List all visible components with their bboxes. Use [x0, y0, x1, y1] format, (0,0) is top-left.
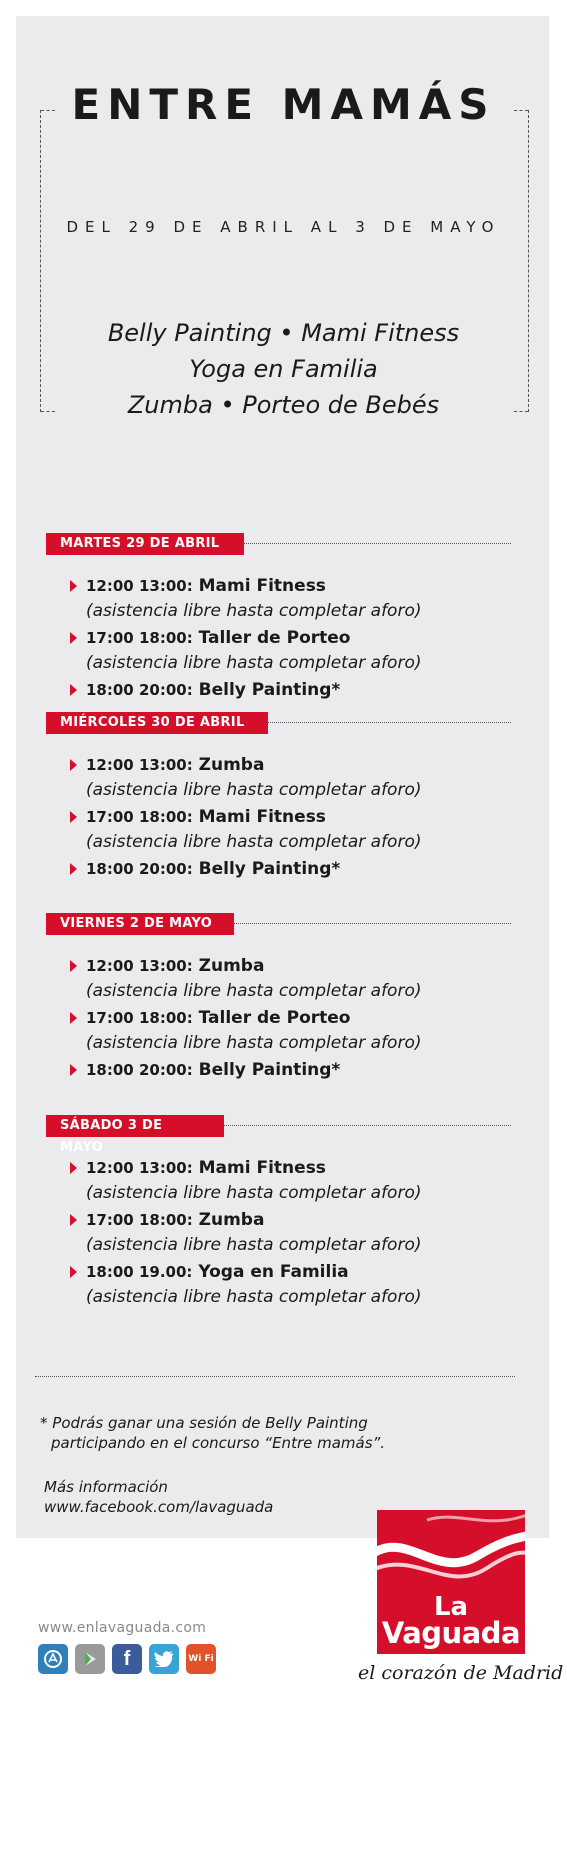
- item-name: Belly Painting*: [198, 680, 341, 700]
- item-name: Belly Painting*: [198, 1060, 341, 1080]
- schedule-item: [46, 1207, 511, 1258]
- schedule-item: [46, 625, 511, 676]
- day-section-viernes: [46, 913, 511, 1083]
- item-note: (asistencia libre hasta completar aforo): [86, 1235, 422, 1255]
- item-time: 18:00 20:00:: [86, 860, 193, 878]
- item-time: 12:00 13:00:: [86, 577, 193, 595]
- bullet-arrow-icon: [70, 1214, 77, 1226]
- day-badge: MARTES 29 DE ABRIL: [46, 533, 244, 555]
- day-section-sabado: [46, 1115, 511, 1311]
- google-play-icon[interactable]: [75, 1644, 105, 1674]
- bullet-arrow-icon: [70, 1064, 77, 1076]
- footnote-line: * Podrás ganar una sesión de Belly Painting: [40, 1414, 368, 1432]
- website-link[interactable]: www.enlavaguada.com: [38, 1620, 207, 1636]
- bullet-arrow-icon: [70, 960, 77, 972]
- schedule-list: [46, 573, 511, 703]
- more-info-label: Más información: [44, 1478, 168, 1496]
- bullet-arrow-icon: [70, 684, 77, 696]
- bullet-arrow-icon: [70, 863, 77, 875]
- day-section-martes: [46, 533, 511, 703]
- bullet-arrow-icon: [70, 580, 77, 592]
- item-note: (asistencia libre hasta completar aforo): [86, 1287, 422, 1307]
- schedule-item: [46, 1057, 511, 1083]
- facebook-link[interactable]: www.facebook.com/lavaguada: [44, 1498, 274, 1516]
- day-header: [46, 1115, 511, 1155]
- bullet-arrow-icon: [70, 1012, 77, 1024]
- bullet-arrow-icon: [70, 1266, 77, 1278]
- schedule-list: [46, 953, 511, 1083]
- schedule-item: [46, 677, 511, 703]
- item-time: 18:00 19.00:: [86, 1263, 193, 1281]
- schedule-item: [46, 1155, 511, 1206]
- facebook-icon[interactable]: f: [112, 1644, 142, 1674]
- item-note: (asistencia libre hasta completar aforo): [86, 981, 422, 1001]
- schedule-item: [46, 953, 511, 1004]
- schedule-list: [46, 1155, 511, 1310]
- day-badge: MIÉRCOLES 30 DE ABRIL: [46, 712, 268, 734]
- activities-line: Zumba • Porteo de Bebés: [127, 391, 440, 419]
- item-note: (asistencia libre hasta completar aforo): [86, 601, 422, 621]
- item-note: (asistencia libre hasta completar aforo): [86, 1033, 422, 1053]
- wifi-label: Wi Fi: [188, 1654, 214, 1664]
- title-text: ENTRE MAMÁS: [62, 80, 506, 129]
- footnote: [40, 1413, 385, 1453]
- day-badge: SÁBADO 3 DE MAYO: [46, 1115, 224, 1137]
- item-time: 17:00 18:00:: [86, 629, 193, 647]
- item-name: Belly Painting*: [198, 859, 341, 879]
- item-time: 18:00 20:00:: [86, 681, 193, 699]
- item-name: Taller de Porteo: [198, 628, 351, 648]
- dotted-rule: [224, 1125, 511, 1126]
- item-time: 17:00 18:00:: [86, 1211, 193, 1229]
- social-icons: [38, 1644, 216, 1674]
- item-name: Taller de Porteo: [198, 1008, 351, 1028]
- day-header: [46, 533, 511, 555]
- wifi-icon[interactable]: [186, 1644, 216, 1674]
- schedule-item: [46, 1005, 511, 1056]
- item-note: (asistencia libre hasta completar aforo): [86, 653, 422, 673]
- schedule-item: [46, 856, 511, 882]
- footer-divider: [35, 1376, 515, 1377]
- activities-line: Yoga en Familia: [189, 355, 378, 383]
- app-store-icon[interactable]: [38, 1644, 68, 1674]
- bullet-arrow-icon: [70, 811, 77, 823]
- item-name: Mami Fitness: [198, 807, 326, 827]
- schedule-item: [46, 1259, 511, 1310]
- date-range: DEL 29 DE ABRIL AL 3 DE MAYO: [66, 218, 501, 236]
- item-note: (asistencia libre hasta completar aforo): [86, 1183, 422, 1203]
- schedule-list: [46, 752, 511, 882]
- day-section-miercoles: [46, 712, 511, 882]
- bullet-arrow-icon: [70, 759, 77, 771]
- item-time: 18:00 20:00:: [86, 1061, 193, 1079]
- item-time: 17:00 18:00:: [86, 1009, 193, 1027]
- logo-text-la: La: [433, 1592, 469, 1622]
- more-info: [44, 1477, 273, 1517]
- logo-text-vaguada: Vaguada: [381, 1616, 521, 1650]
- day-header: [46, 712, 511, 734]
- item-name: Zumba: [198, 755, 265, 775]
- day-header: [46, 913, 511, 935]
- twitter-icon[interactable]: [149, 1644, 179, 1674]
- item-time: 17:00 18:00:: [86, 808, 193, 826]
- schedule-item: [46, 752, 511, 803]
- item-name: Yoga en Familia: [198, 1262, 349, 1282]
- footnote-line: participando en el concurso “Entre mamás”.: [51, 1434, 386, 1452]
- day-badge: VIERNES 2 DE MAYO: [46, 913, 234, 935]
- dotted-rule: [234, 923, 511, 924]
- item-note: (asistencia libre hasta completar aforo): [86, 780, 422, 800]
- item-name: Mami Fitness: [198, 1158, 326, 1178]
- activities-line: Belly Painting • Mami Fitness: [107, 319, 460, 347]
- item-time: 12:00 13:00:: [86, 756, 193, 774]
- bullet-arrow-icon: [70, 632, 77, 644]
- page-title: [0, 80, 567, 129]
- item-name: Mami Fitness: [198, 576, 326, 596]
- dotted-rule: [268, 722, 511, 723]
- schedule-item: [46, 804, 511, 855]
- bullet-arrow-icon: [70, 1162, 77, 1174]
- item-note: (asistencia libre hasta completar aforo): [86, 832, 422, 852]
- tagline: el corazón de Madrid: [358, 1662, 564, 1684]
- item-name: Zumba: [198, 1210, 265, 1230]
- item-time: 12:00 13:00:: [86, 1159, 193, 1177]
- la-vaguada-logo: [377, 1510, 525, 1654]
- schedule-item: [46, 573, 511, 624]
- activities-list: [0, 315, 567, 423]
- item-name: Zumba: [198, 956, 265, 976]
- dotted-rule: [244, 543, 511, 544]
- item-time: 12:00 13:00:: [86, 957, 193, 975]
